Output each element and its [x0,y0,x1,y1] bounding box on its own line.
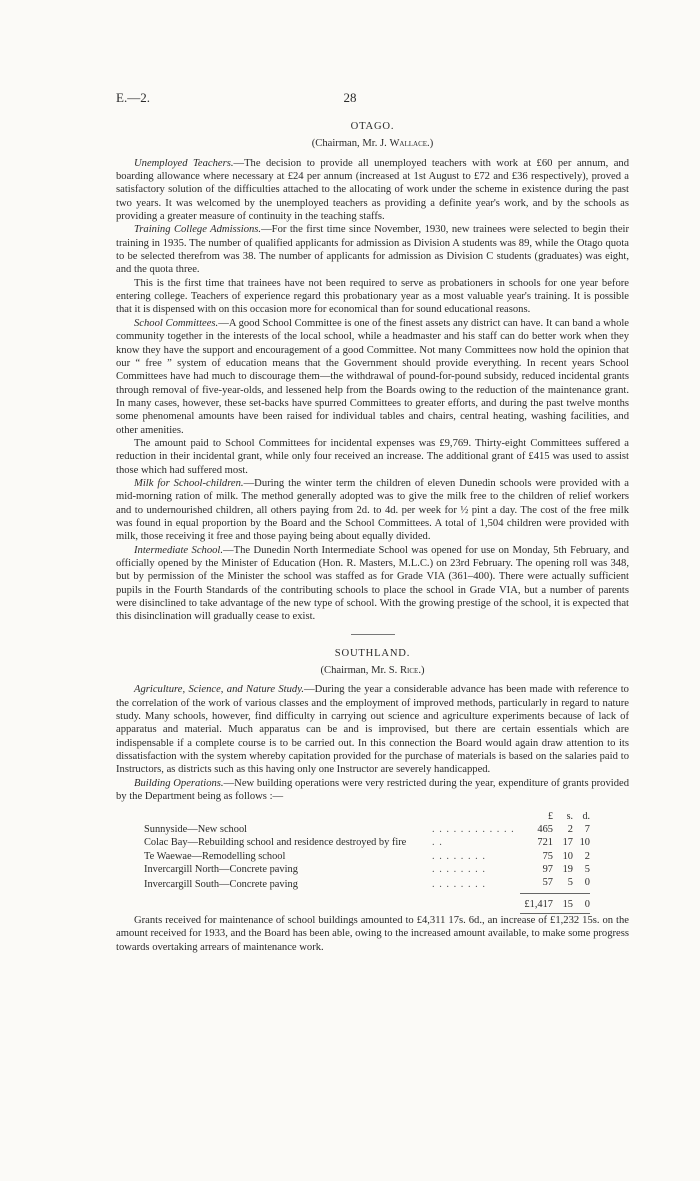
paragraph-text: The amount paid to School Committees for incidental expenses was £9,769. Thirty-eight Committees suffered a reduction in their incidental grant, while only four received an increase. The additional grant of £415 was used to assist those which had suffered most. [116,437,629,476]
section-title-otago: OTAGO. [350,121,395,132]
shillings-heading: s. [566,810,573,822]
chairman-line-otago [116,137,629,150]
grant-pence: 10 [579,837,590,849]
grant-pounds: 465 [537,823,553,835]
paragraph-lead: Agriculture, Science, and Nature Study. [134,684,304,696]
grants-table [144,810,590,914]
paragraph-lead: Intermediate School. [134,544,224,556]
chairman-prefix: (Chairman, Mr. S. [320,665,398,677]
leader-dots: . . [432,837,443,849]
grant-pence: 2 [584,850,590,862]
grant-item: Colac Bay—Rebuilding school and residence destroyed by fire [144,837,407,849]
paragraph-text: —New building operations were very restricted during the year, expenditure of grants provided by the Department being as follows :— [116,777,629,803]
paragraph-text: —A good School Committee is one of the finest assets any district can have. It can band a whole community together in the interests of the local school, while a headmaster and his staff can do better work when they know they have the support and encouragement of a good Committee. Not many Committees now hold the opinion that our “ free ” system of education means that the Government should provide everything. In recent years School Committees have had much to discourage them—the withdrawal of pound-for-pound subsidy, reduced incidental grants through removal of five-year-olds, and lessened help from the Boards owing to the reduction of the maintenance grant. In many cases, however, these set-backs have spurred Committees to greater efforts, and during the past twelve months some phenomenal amounts have been raised for individual tables and chairs, central heating, washing facilities, and other amenities. [116,317,630,436]
paragraph-text: —During the year a considerable advance has been made with reference to the correlation of the work of various classes and the employment of improved methods, particularly in regard to nature study. Many schools, however, find difficulty in carrying out science and agriculture experiments because of lack of apparatus and material. Much apparatus can be and is improvised, but there are certain essentials which are indispensable if a complete course is to be carried out. In this connection the Board would again draw attention to its dissatisfaction with the system whereby capitation provided for the purchase of materials is based on the salaries paid to Instructors, as districts such as this having only one Instructor are severely handicapped. [116,684,629,776]
total-pounds: £1,417 [520,893,553,913]
paragraph-text: —The decision to provide all unemployed teachers with work at £60 per annum, and boarding allowance where necessary at £24 per annum (increased at 1st August to £72 and £36 respectively), proved a satisfactory solution of the difficulties attached to the allocating of work under the scheme in existence during the past two years. It was welcomed by the unemployed teachers as providing a definite year's work, and by the schools as providing a greater measure of continuity in the teaching staffs. [116,157,630,223]
paragraph-text: —For the first time since November, 1930, new trainees were selected to begin their training in 1935. The number of qualified applicants for admission as Division A students was 89, while the Otago quota to be selected therefrom was 38. The number of applicants for admission as Division C students (graduates) was eight, and the quota three. [116,224,630,276]
table-row [144,823,590,836]
leader-dots: . . . . . . . . [432,863,486,875]
chairman-prefix: (Chairman, Mr. J. [311,138,387,150]
grant-shillings: 10 [562,850,573,862]
grant-item: Te Waewae—Remodelling school [144,850,286,862]
pence-heading: d. [582,810,590,822]
chairman-suffix: .) [418,665,425,677]
southland-section [116,647,629,954]
table-row [144,863,590,876]
grant-shillings: 17 [562,837,573,849]
section-title-southland: SOUTHLAND. [334,647,411,659]
paragraph-lead: Training College Admissions. [134,224,262,236]
paragraph-text: —The Dunedin North Intermediate School was opened for use on Monday, 5th February, and officially opened by the Minister of Education (Hon. R. Masters, M.L.C.) on 23rd February. The opening roll was 348, but by permission of the Minister the school was staffed as for Grade VIA (361–400). There were actually sufficient pupils in the Fourth Standards of the contributing schools to place the school in Grade VIA, but a number of parents were disinclined to take advantage of the new type of school. With the growing prestige of the school, it is expected that this disinclination will gradually cease to exist. [116,544,629,623]
table-row [144,850,590,863]
chairman-name: Rice [399,665,419,677]
grant-pounds: 57 [542,877,553,889]
chairman-line-southland [116,664,629,677]
paragraph-milk [116,477,629,544]
total-pence: 0 [573,893,590,913]
table-total-row [144,893,590,913]
paragraph-lead: Unemployed Teachers. [134,157,234,169]
chairman-suffix: .) [427,138,434,150]
section-divider [351,634,395,635]
paragraph-agriculture [116,683,629,776]
chairman-name: Wallace [389,138,428,150]
leader-dots: . . . . . . . . . . . . [432,823,515,835]
paragraph-text: This is the first time that trainees have not been required to serve as probationers in schools for one year before entering college. Teachers of experience regard this probationary year as a most valuable year's training. It is possible that it is dispensed with on this occasion more for economical than for sound educational reasons. [116,277,629,316]
grant-item: Sunnyside—New school [144,823,248,835]
table-row [144,876,590,893]
paragraph-lead: Milk for School-children. [134,477,244,489]
grant-pence: 5 [584,863,590,875]
report-reference: E.—2. [116,90,150,105]
grant-shillings: 5 [567,877,573,889]
paragraph-building-operations [116,777,629,804]
paragraph-school-committees [116,317,629,437]
paragraph-text: —During the winter term the children of eleven Dunedin schools were provided with a mid-morning ration of milk. The method generally adopted was to give the milk free to the children of relief workers and to undernourished children, all others paying from 2d. to 4d. per week for ½ pint a day. The cost of the free milk was found in equal proportion by the Board and the School Committees. A total of 1,504 children were provided with milk, those receiving it free and those paying being about equally divided. [116,477,629,543]
grant-item: Invercargill North—Concrete paving [144,863,298,875]
leader-dots: . . . . . . . . [432,878,486,890]
paragraph-intermediate-school [116,544,629,624]
paragraph-probationers [116,277,629,317]
table-row [144,836,590,849]
paragraph-training-college [116,223,629,276]
grant-pounds: 721 [537,837,553,849]
grant-pounds: 97 [542,863,553,875]
page-body [116,120,629,954]
paragraph-maintenance-grants: Grants received for maintenance of school buildings amounted to £4,311 17s. 6d., an increase of £1,232 15s. on the amount received for 1933, and the Board has been able, owing to the increased amount available, to make some progress towards overtaking arrears of maintenance work. [116,914,629,953]
grant-item: Invercargill South—Concrete paving [144,878,298,890]
grant-shillings: 19 [562,863,573,875]
grant-pence: 7 [584,823,590,835]
leader-dots: . . . . . . . . [432,850,486,862]
table-header-row [144,810,590,823]
paragraph-lead: School Committees. [134,317,219,329]
total-shillings: 15 [553,893,573,913]
grant-pounds: 75 [542,850,553,862]
paragraph-lead: Building Operations. [134,777,224,789]
paragraph-unemployed-teachers [116,157,629,224]
grant-pence: 0 [584,877,590,889]
page-number: 28 [343,90,357,105]
paragraph-incidental-expenses [116,437,629,477]
grant-shillings: 2 [567,823,573,835]
pounds-heading: £ [548,810,553,822]
otago-section [116,120,629,624]
